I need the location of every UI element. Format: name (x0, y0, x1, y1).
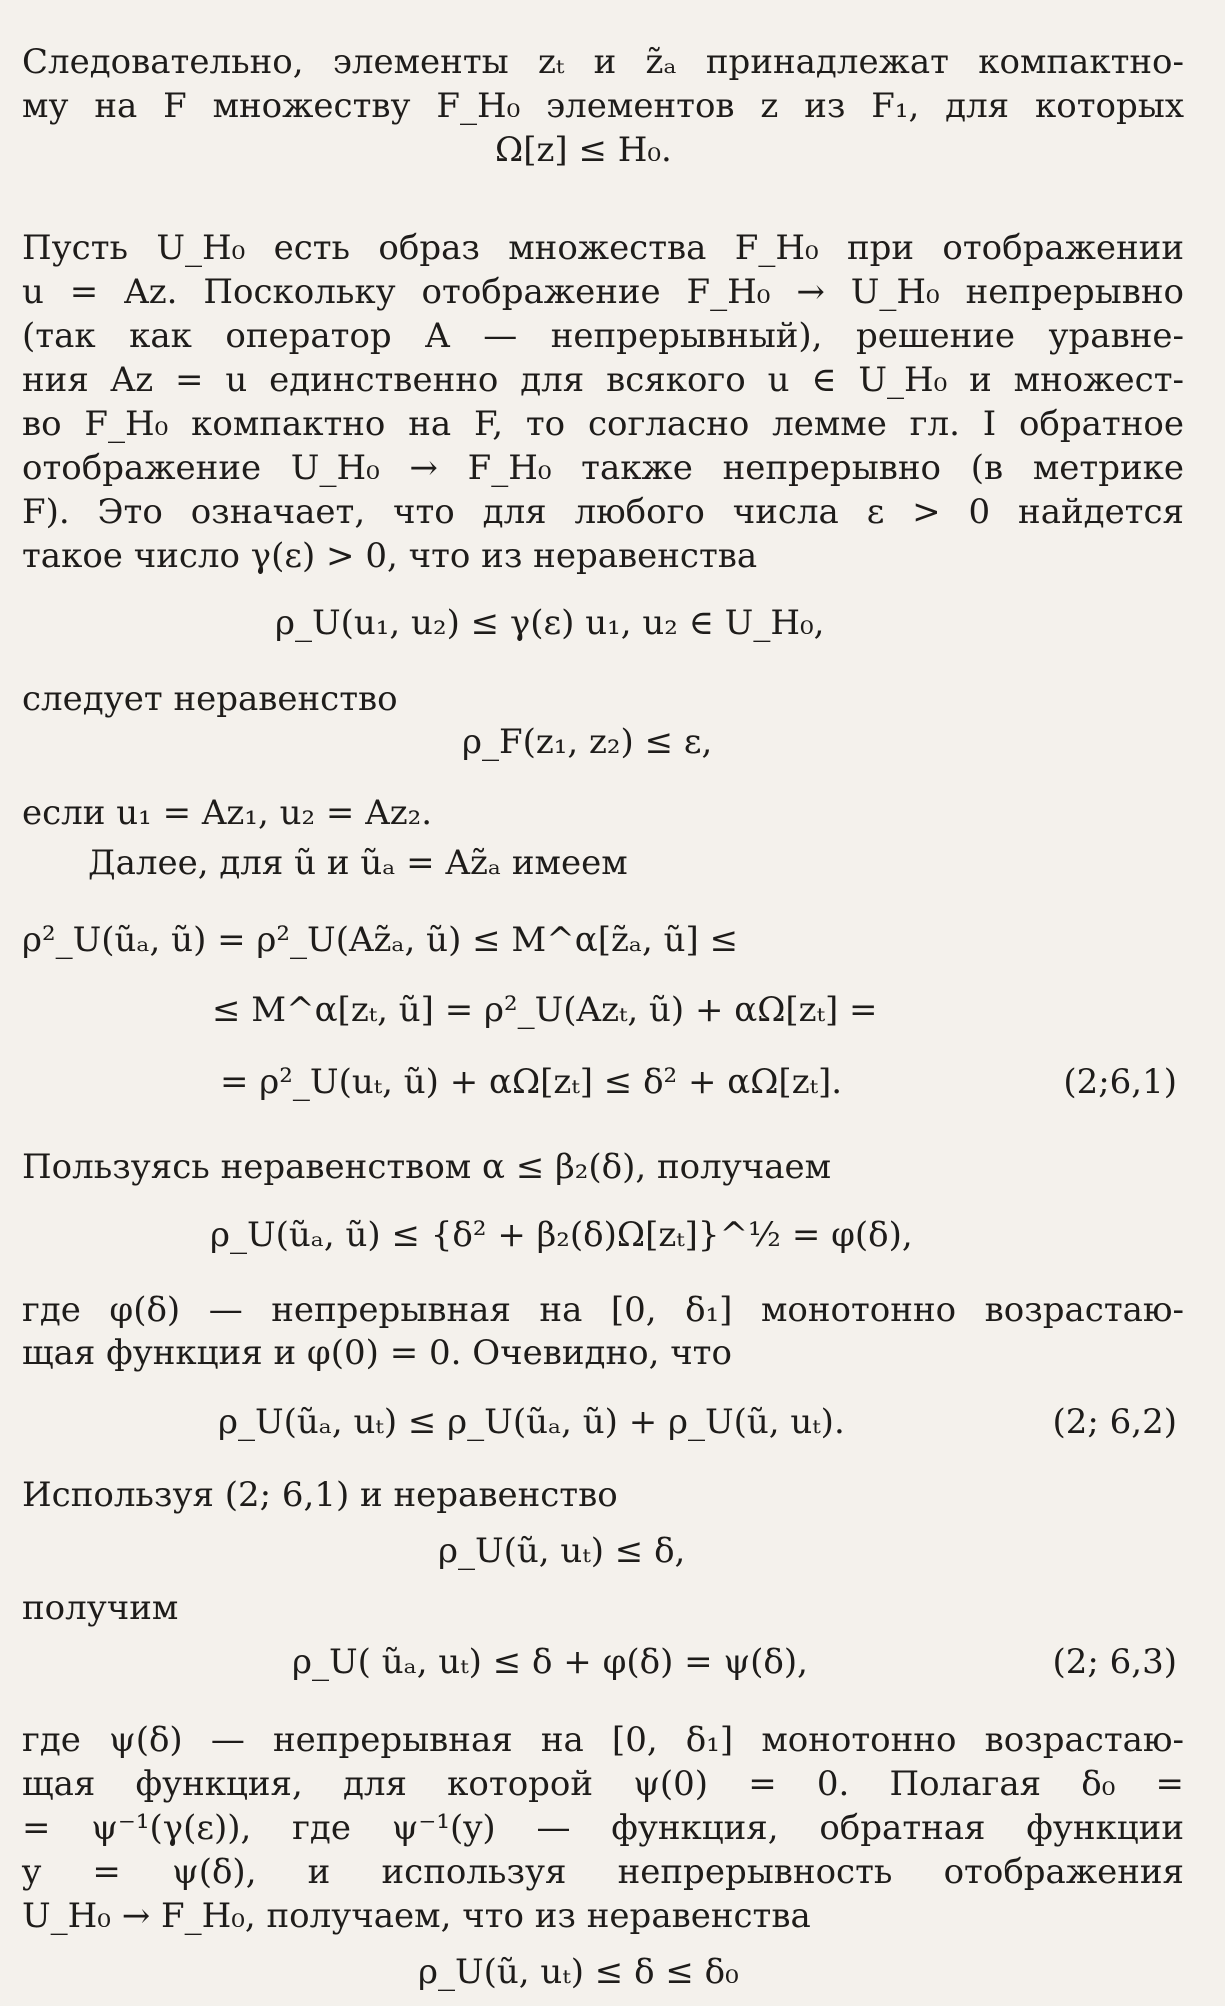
text-line: Пусть U_H₀ есть образ множества F_H₀ при отображении (22, 228, 1184, 268)
text-line: Используя (2; 6,1) и неравенство (22, 1475, 618, 1515)
formula: Ω[z] ≤ H₀. (495, 130, 672, 170)
formula: ≤ M^α[zₜ, ũ] = ρ²_U(Azₜ, ũ) + αΩ[zₜ] = (212, 990, 878, 1030)
text-line: (так как оператор A — непрерывный), решение уравне- (22, 316, 1184, 356)
formula: ρ_U(ũ, uₜ) ≤ δ, (438, 1531, 686, 1571)
equation-number: (2; 6,3) (1052, 1642, 1177, 1682)
formula: ρ_F(z₁, z₂) ≤ ε, (462, 722, 713, 762)
equation-number: (2;6,1) (1063, 1062, 1177, 1102)
equation-number: (2; 6,2) (1052, 1402, 1177, 1442)
text-line: Пользуясь неравенством α ≤ β₂(δ), получаем (22, 1147, 832, 1187)
text-line: y = ψ(δ), и используя непрерывность отображения (22, 1852, 1184, 1892)
formula: ρ_U(ũₐ, ũ) ≤ {δ² + β₂(δ)Ω[zₜ]}^½ = φ(δ), (210, 1215, 913, 1255)
formula: ρ_U( ũₐ, uₜ) ≤ δ + φ(δ) = ψ(δ), (292, 1642, 808, 1682)
text-line: где φ(δ) — непрерывная на [0, δ₁] монотонно возрастаю- (22, 1290, 1184, 1330)
text-line: щая функция и φ(0) = 0. Очевидно, что (22, 1333, 732, 1373)
text-line: во F_H₀ компактно на F, то согласно лемме гл. I обратное (22, 404, 1184, 444)
text-line: = ψ⁻¹(γ(ε)), где ψ⁻¹(y) — функция, обратная функции (22, 1808, 1184, 1848)
text-line: такое число γ(ε) > 0, что из неравенства (22, 536, 758, 576)
text-line: F). Это означает, что для любого числа ε > 0 найдется (22, 492, 1184, 532)
formula: ρ_U(ũ, uₜ) ≤ δ ≤ δ₀ (418, 1952, 739, 1992)
formula: ρ_U(ũₐ, uₜ) ≤ ρ_U(ũₐ, ũ) + ρ_U(ũ, uₜ). (218, 1402, 845, 1442)
text-line: ния Az = u единственно для всякого u ∈ U_H₀ и множест- (22, 360, 1184, 400)
text-line: получим (22, 1588, 179, 1628)
text-line: Далее, для ũ и ũₐ = Az̃ₐ имеем (88, 843, 628, 883)
text-line: если u₁ = Az₁, u₂ = Az₂. (22, 793, 433, 833)
text-line: следует неравенство (22, 679, 398, 719)
text-line: где ψ(δ) — непрерывная на [0, δ₁] монотонно возрастаю- (22, 1720, 1184, 1760)
formula: = ρ²_U(uₜ, ũ) + αΩ[zₜ] ≤ δ² + αΩ[zₜ]. (220, 1062, 843, 1102)
text-line: щая функция, для которой ψ(0) = 0. Полагая δ₀ = (22, 1764, 1184, 1804)
formula: ρ_U(u₁, u₂) ≤ γ(ε) u₁, u₂ ∈ U_H₀, (275, 603, 825, 643)
text-line: Следовательно, элементы zₜ и z̃ₐ принадлежат компактно- (22, 42, 1184, 82)
text-line: отображение U_H₀ → F_H₀ также непрерывно (в метрике (22, 448, 1184, 488)
text-line: U_H₀ → F_H₀, получаем, что из неравенства (22, 1896, 811, 1936)
text-line: u = Az. Поскольку отображение F_H₀ → U_H₀ непрерывно (22, 272, 1184, 312)
formula: ρ²_U(ũₐ, ũ) = ρ²_U(Az̃ₐ, ũ) ≤ M^α[z̃ₐ, ũ] ≤ (22, 920, 739, 960)
text-line: му на F множеству F_H₀ элементов z из F₁, для которых (22, 86, 1184, 126)
